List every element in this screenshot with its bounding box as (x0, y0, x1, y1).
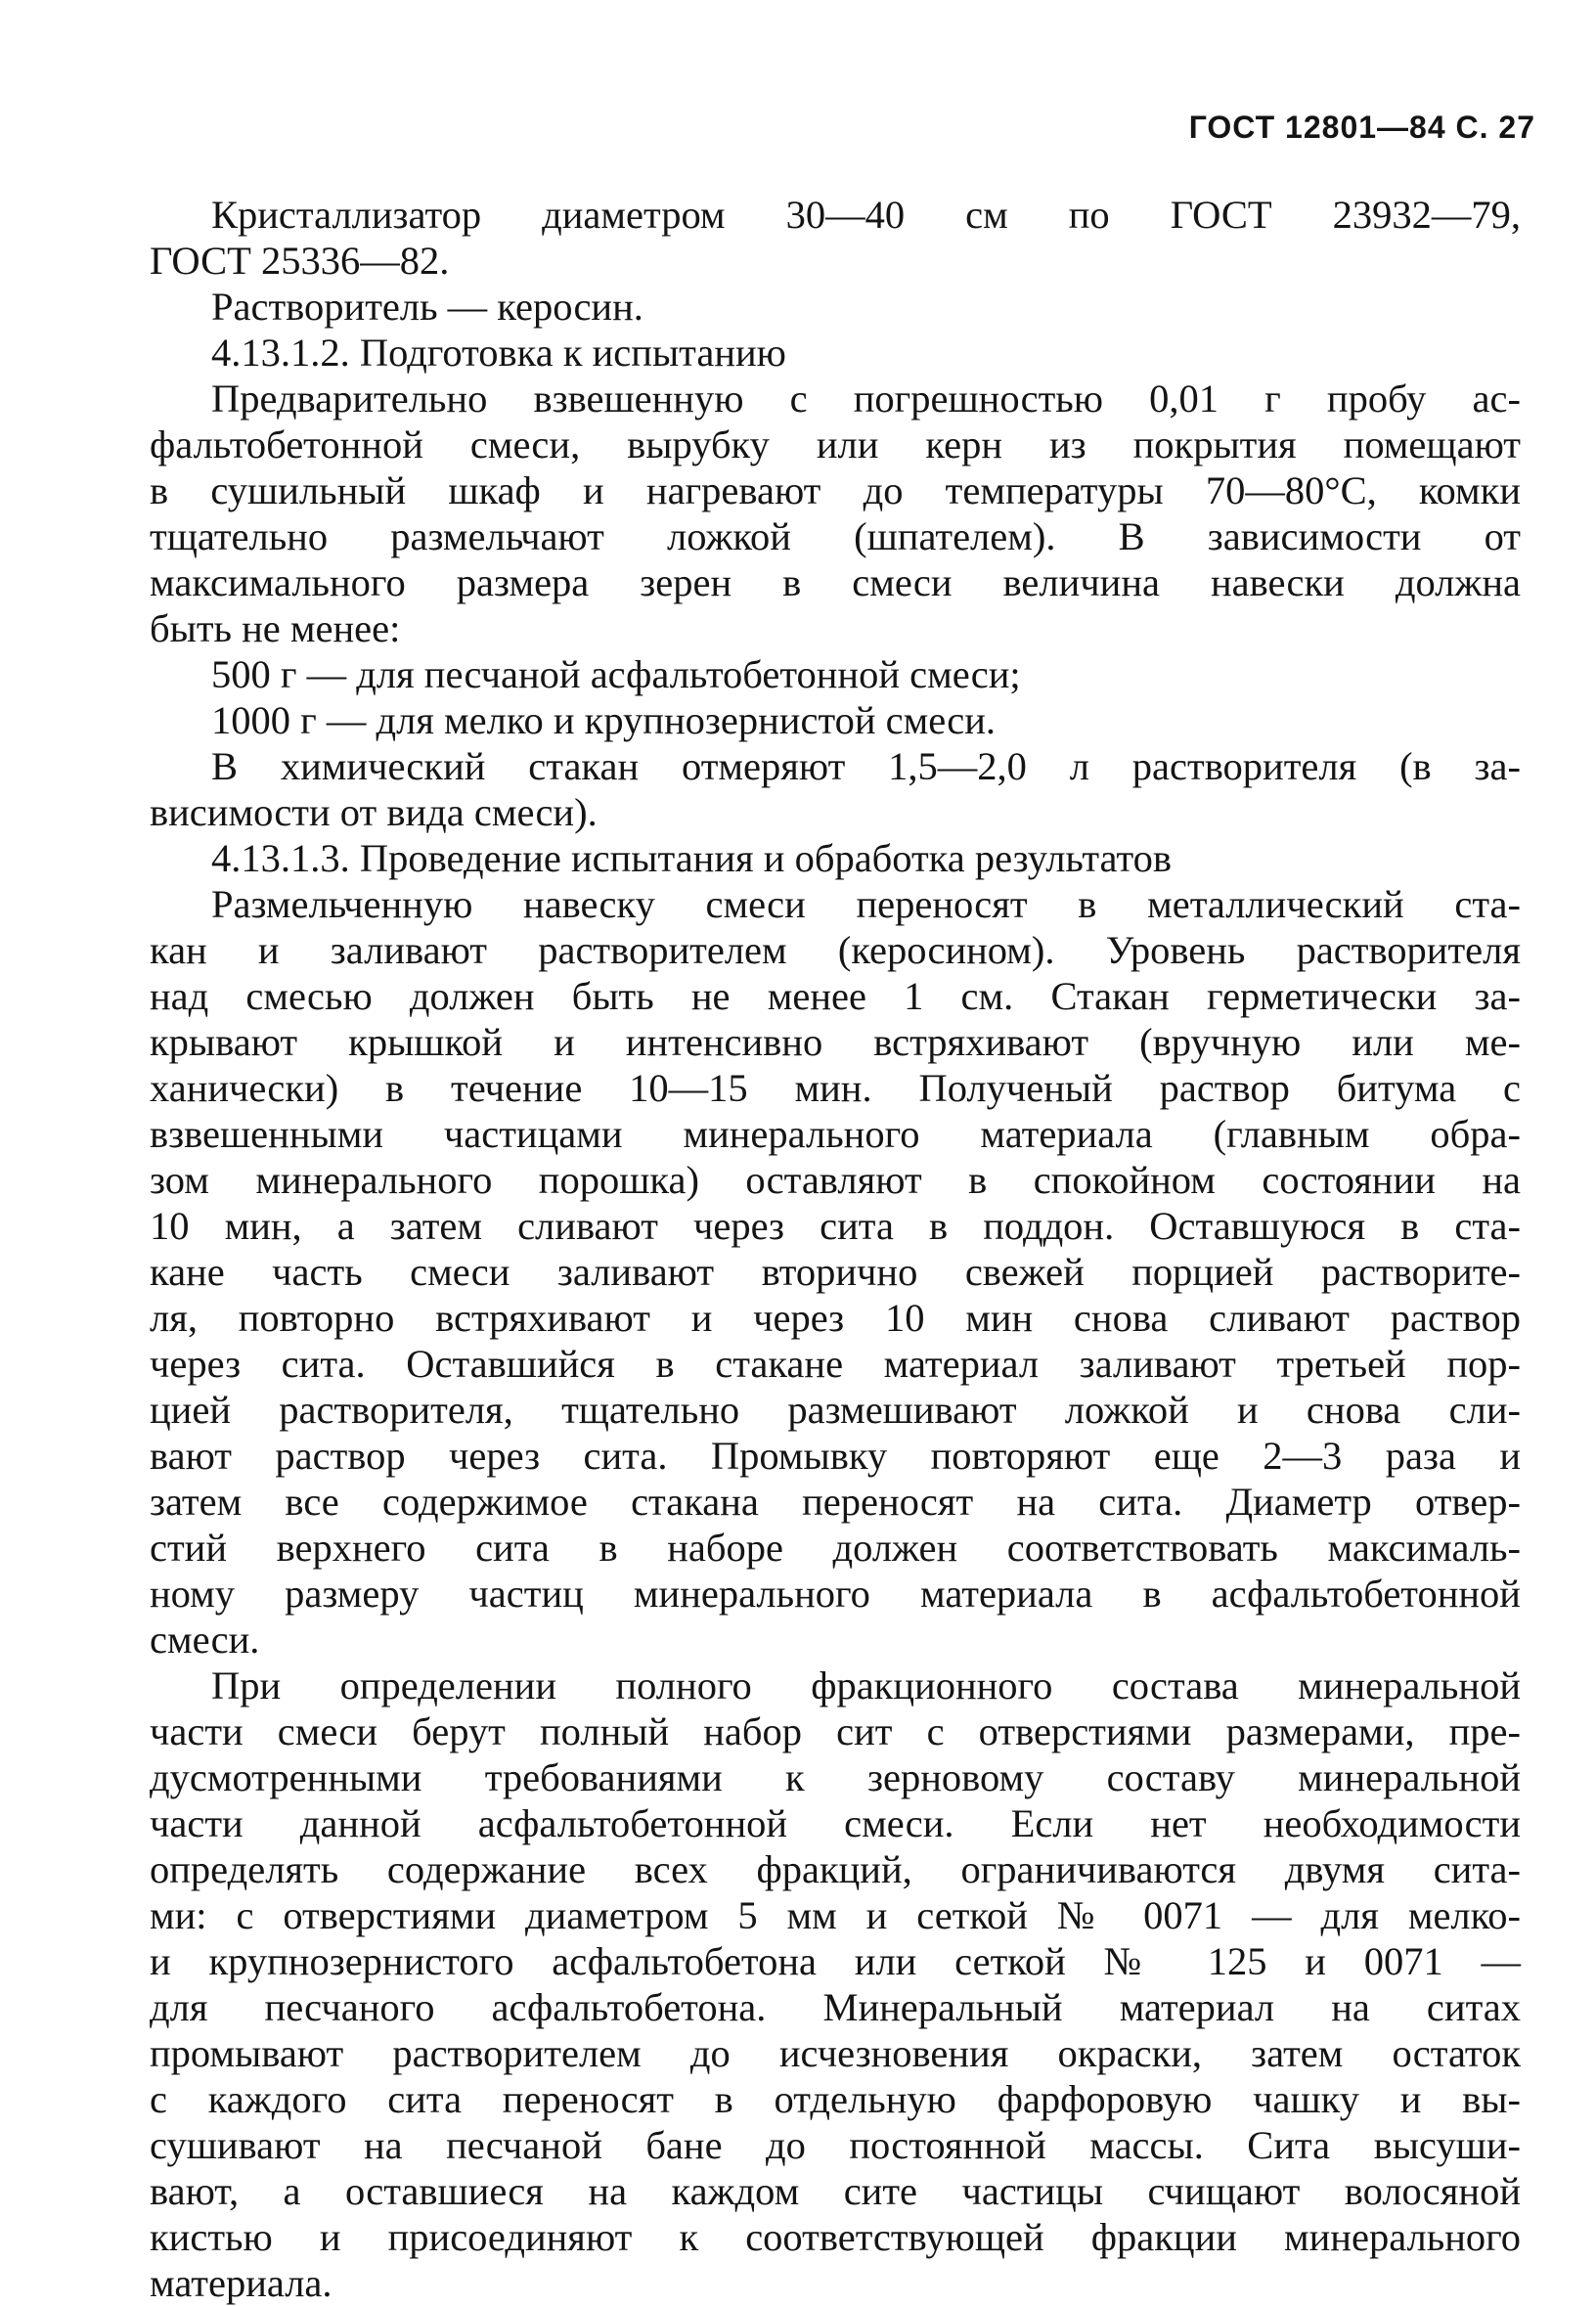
text-line: сушивают на песчаной бане до постоянной массы. Сита высуши- (150, 2123, 1521, 2167)
text-line: Предварительно взвешенную с погрешностью 0,01 г пробу ас- (211, 377, 1521, 421)
running-head: ГОСТ 12801—84 С. 27 (1188, 110, 1535, 145)
text-line: кистью и присоединяют к соответствующей фракции минерального (150, 2215, 1521, 2259)
section-heading: 4.13.1.2. Подготовка к испытанию (211, 331, 786, 375)
text-line: фальтобетонной смеси, вырубку или керн из покрытия помещают (150, 422, 1521, 466)
text-line: для песчаного асфальтобетона. Минеральный материал на ситах (150, 1985, 1521, 2029)
body-text (150, 192, 1521, 2306)
text-line: ханически) в течение 10—15 мин. Полученый раствор битума с (150, 1066, 1521, 1110)
text-line: с каждого сита переносят в отдельную фарфоровую чашку и вы- (150, 2077, 1521, 2121)
text-line: Кристаллизатор диаметром 30—40 см по ГОСТ 23932—79, (211, 193, 1521, 237)
text-line: материала. (150, 2261, 332, 2305)
text-line: крывают крышкой и интенсивно встряхивают (вручную или ме- (150, 1020, 1521, 1064)
text-line: стий верхнего сита в наборе должен соответствовать максималь- (150, 1526, 1521, 1570)
text-line: ному размеру частиц минерального материала в асфальтобетонной (150, 1572, 1521, 1616)
text-line: кане часть смеси заливают вторично свежей порцией растворите- (150, 1250, 1521, 1294)
text-line: смеси. (150, 1618, 260, 1662)
text-line: висимости от вида смеси). (150, 790, 598, 834)
text-line: и крупнозернистого асфальтобетона или сеткой № 125 и 0071 — (150, 1939, 1521, 1983)
text-line: в сушильный шкаф и нагревают до температуры 70—80°С, комки (150, 468, 1521, 512)
text-line: вают раствор через сита. Промывку повторяют еще 2—3 раза и (150, 1434, 1521, 1478)
text-line: цией растворителя, тщательно размешивают ложкой и снова сли- (150, 1388, 1521, 1432)
text-line: вают, а оставшиеся на каждом сите частицы счищают волосяной (150, 2169, 1521, 2213)
text-line: Размельченную навеску смеси переносят в металлический ста- (211, 882, 1521, 926)
text-line: части данной асфальтобетонной смеси. Если нет необходимости (150, 1801, 1521, 1845)
text-line: затем все содержимое стакана переносят на сита. Диаметр отвер- (150, 1480, 1521, 1524)
section-heading: 4.13.1.3. Проведение испытания и обработка результатов (211, 836, 1172, 880)
list-item: 500 г — для песчаной асфальтобетонной смеси; (211, 652, 1021, 696)
text-line: через сита. Оставшийся в стакане материал заливают третьей пор- (150, 1342, 1521, 1386)
text-line: взвешенными частицами минерального материала (главным обра- (150, 1112, 1521, 1156)
text-line: определять содержание всех фракций, ограничиваются двумя сита- (150, 1847, 1521, 1891)
text-line: ля, повторно встряхивают и через 10 мин снова сливают раствор (150, 1296, 1521, 1340)
text-line: части смеси берут полный набор сит с отверстиями размерами, пре- (150, 1709, 1521, 1753)
text-line: кан и заливают растворителем (керосином). Уровень растворителя (150, 928, 1521, 972)
text-line: зом минерального порошка) оставляют в спокойном состоянии на (150, 1158, 1521, 1202)
text-line: дусмотренными требованиями к зерновому составу минеральной (150, 1755, 1521, 1799)
text-line: Растворитель — керосин. (211, 285, 643, 329)
text-line: При определении полного фракционного состава минеральной (211, 1663, 1521, 1707)
text-line: ми: с отверстиями диаметром 5 мм и сеткой № 0071 — для мелко- (150, 1893, 1521, 1937)
text-line: над смесью должен быть не менее 1 см. Стакан герметически за- (150, 974, 1521, 1018)
text-line: тщательно размельчают ложкой (шпателем). В зависимости от (150, 514, 1521, 558)
list-item: 1000 г — для мелко и крупнозернистой смеси. (211, 698, 997, 742)
text-line: 10 мин, а затем сливают через сита в поддон. Оставшуюся в ста- (150, 1204, 1521, 1248)
text-line: быть не менее: (150, 606, 401, 650)
text-line: В химический стакан отмеряют 1,5—2,0 л растворителя (в за- (211, 744, 1521, 788)
text-line: максимального размера зерен в смеси величина навески должна (150, 560, 1521, 604)
text-line: промывают растворителем до исчезновения окраски, затем остаток (150, 2031, 1521, 2075)
text-line: ГОСТ 25336—82. (150, 239, 450, 283)
